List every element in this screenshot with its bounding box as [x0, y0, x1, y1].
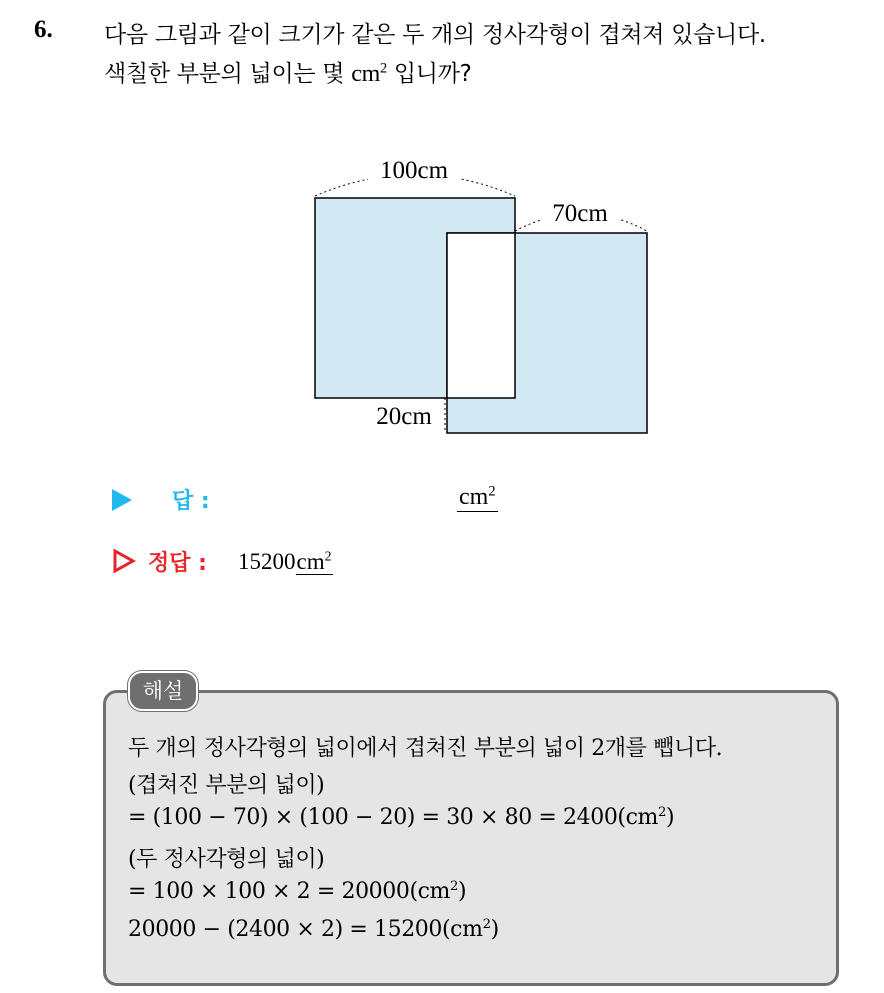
overlapping-squares-figure: [300, 148, 660, 452]
explanation-line4: (두 정사각형의 넓이): [128, 847, 325, 872]
explanation-line1: 두 개의 정사각형의 넓이에서 겹쳐진 부분의 넓이 2개를 뺍니다.: [128, 736, 723, 761]
answer-unit-exponent: 2: [488, 483, 496, 500]
label-70cm: 70cm: [552, 200, 608, 227]
correct-unit-exponent: 2: [324, 548, 332, 564]
question-unit: $cm^2$: [351, 60, 387, 87]
play-triangle-icon: [112, 489, 132, 511]
explanation-tab: 해설: [128, 671, 198, 711]
answer-blank[interactable]: $cm^2$: [459, 483, 496, 510]
correct-label: 정답 :: [148, 551, 207, 576]
question-text-line2: [104, 55, 472, 88]
label-100cm: 100cm: [379, 157, 449, 184]
correct-value: $15200cm^2$: [238, 548, 332, 574]
question-prefix: 색칠한 부분의 넓이는 몇: [104, 61, 352, 87]
label-20cm: 20cm: [376, 403, 432, 430]
explanation-line5: = $100 \times 100 \times 2 = 20000(cm^2)$: [128, 879, 467, 904]
correct-unit: $cm^2$: [296, 548, 332, 574]
outline-triangle-icon: [112, 548, 136, 574]
question-suffix: 입니까?: [386, 61, 472, 87]
overlap-region: [447, 233, 515, 398]
answer-label: 답 :: [172, 489, 210, 514]
question-unit-exponent: 2: [379, 60, 387, 77]
question-number: 6.: [34, 16, 53, 43]
explanation-line6: $20000 - (2400 \times 2) = 15200(cm^2)$: [128, 917, 499, 942]
explanation-box: [103, 690, 839, 986]
question-text-line1: 다음 그림과 같이 크기가 같은 두 개의 정사각형이 겹쳐져 있습니다.: [104, 22, 766, 48]
explanation-line2: (겹쳐진 부분의 넓이): [128, 773, 325, 798]
explanation-line3: = $(100 - 70) \times (100 - 20) = 30 \times 80 = 2400(cm^2)$: [128, 805, 675, 830]
